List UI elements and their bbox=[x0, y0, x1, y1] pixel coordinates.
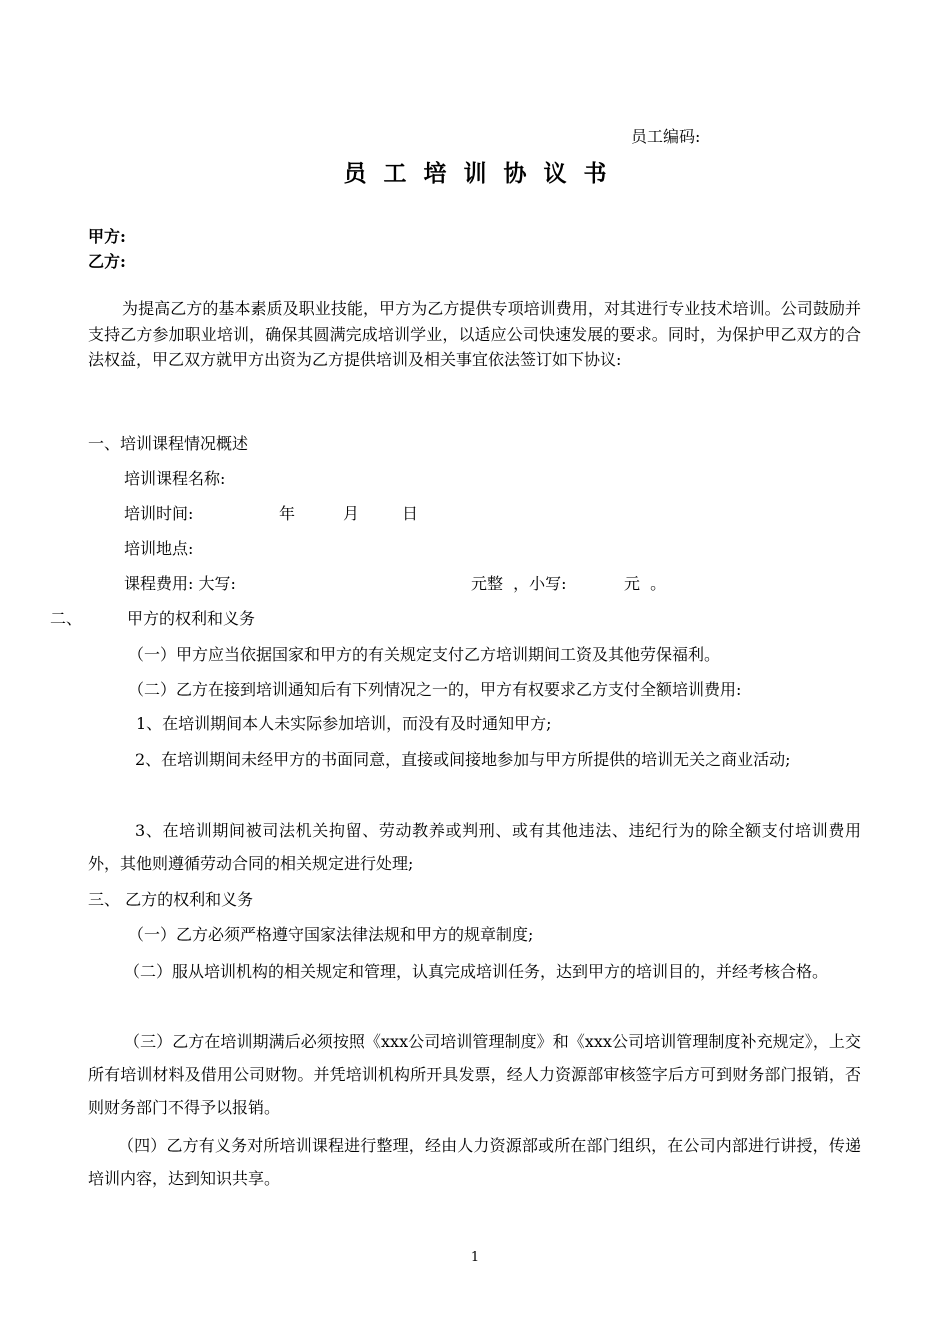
training-time-label: 培训时间: bbox=[124, 504, 194, 523]
page-number: 1 bbox=[470, 1250, 480, 1265]
section-3-item-3: （三）乙方在培训期满后必须按照《xxx公司培训管理制度》和《xxx公司培训管理制度补充规定》，上交所有培训材料及借用公司财物。并凭培训机构所开具发票，经人力资源部审核签字后方可到财务部门报销，否则财务部门不得予以报销。 bbox=[88, 1032, 861, 1117]
fee-yuan-label: 元 。 bbox=[624, 574, 667, 593]
section-2-item-2: （二）乙方在接到培训通知后有下列情况之一的，甲方有权要求乙方支付全额培训费用: bbox=[128, 680, 742, 699]
year-label: 年 bbox=[279, 504, 296, 523]
section-3-item-2: （二）服从培训机构的相关规定和管理，认真完成培训任务，达到甲方的培训目的，并经考核合格。 bbox=[124, 962, 829, 981]
day-label: 日 bbox=[402, 504, 419, 523]
section-1-heading: 一、培训课程情况概述 bbox=[88, 434, 249, 453]
section-2-sub-1: 1、在培训期间本人未实际参加培训，而没有及时通知甲方; bbox=[136, 714, 552, 733]
section-3-item-4: （四）乙方有义务对所培训课程进行整理，经由人力资源部或所在部门组织，在公司内部进行讲授，传递培训内容，达到知识共享。 bbox=[88, 1136, 861, 1188]
section-2-sub-3: 3、在培训期间被司法机关拘留、劳动教养或判刑、或有其他违法、违纪行为的除全额支付培训费用外，其他则遵循劳动合同的相关规定进行处理; bbox=[88, 821, 861, 873]
fee-whole-label: 元整 ，小写: bbox=[471, 574, 567, 593]
section-3-item-1: （一）乙方必须严格遵守国家法律法规和甲方的规章制度; bbox=[128, 925, 534, 944]
party-b-label: 乙方: bbox=[88, 252, 126, 271]
section-2-item-1: （一）甲方应当依据国家和甲方的有关规定支付乙方培训期间工资及其他劳保福利。 bbox=[128, 645, 721, 664]
employee-code-label: 员工编码: bbox=[631, 127, 701, 146]
section-3-heading: 三、 乙方的权利和义务 bbox=[88, 890, 254, 909]
intro-paragraph: 为提高乙方的基本素质及职业技能，甲方为乙方提供专项培训费用，对其进行专业技术培训。公司鼓励并支持乙方参加职业培训，确保其圆满完成培训学业，以适应公司快速发展的要求。同时，为保护甲乙双方的合法权益，甲乙双方就甲方出资为乙方提供培训及相关事宜依法签订如下协议: bbox=[88, 299, 861, 369]
section-2-number: 二、 bbox=[50, 609, 83, 628]
section-2-sub-2: 2、在培训期间未经甲方的书面同意，直接或间接地参加与甲方所提供的培训无关之商业活动; bbox=[135, 750, 791, 769]
course-fee-label: 课程费用: 大写: bbox=[124, 574, 236, 593]
document-title: 员工培训协议书 bbox=[343, 160, 624, 187]
course-name-label: 培训课程名称: bbox=[124, 469, 226, 488]
month-label: 月 bbox=[343, 504, 360, 523]
party-a-label: 甲方: bbox=[88, 227, 126, 246]
section-2-heading: 甲方的权利和义务 bbox=[127, 609, 256, 628]
training-location-label: 培训地点: bbox=[124, 539, 194, 558]
